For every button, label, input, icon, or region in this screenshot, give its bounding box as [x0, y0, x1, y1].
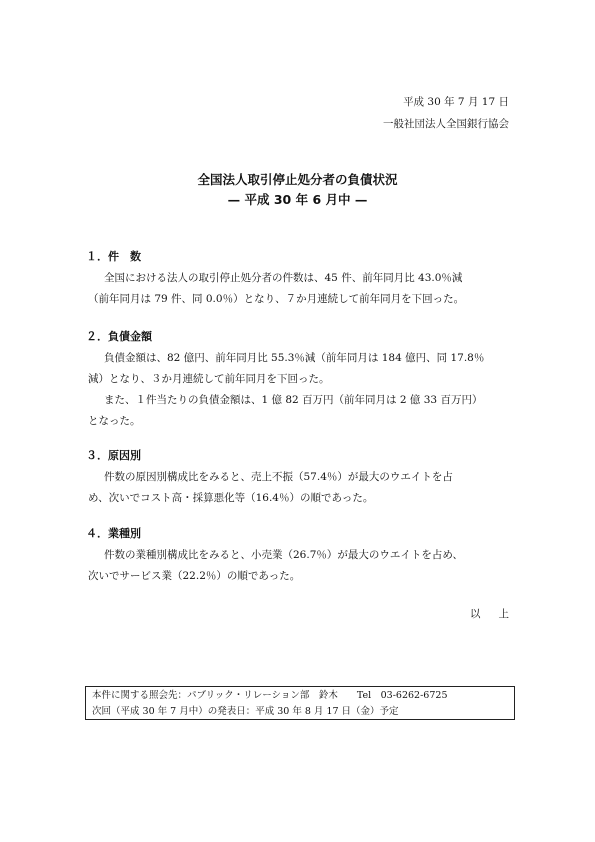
document-subtitle: — 平成 30 年 6 月中 —	[227, 192, 368, 207]
section-heading: ３．原因別	[86, 449, 141, 462]
paragraph-line: 件数の業種別構成比をみると、小売業（26.7％）が最大のウエイトを占め、	[104, 549, 463, 561]
section-by-cause	[86, 445, 516, 509]
section-debt-amount	[86, 326, 516, 432]
paragraph-line: 負債金額は、82 億円、前年同月比 55.3％減（前年同月は 184 億円、同 17.8％	[104, 352, 485, 364]
paragraph-line: となった。	[88, 415, 141, 427]
section-heading: １．件 数	[86, 250, 141, 263]
section-by-industry	[86, 523, 516, 587]
paragraph-line: また、１件当たりの負債金額は、1 億 82 百万円（前年同月は 2 億 33 百万円）	[104, 394, 483, 406]
paragraph-line: め、次いでコスト高・採算悪化等（16.4％）の順であった。	[88, 492, 374, 504]
closing-mark: 以上	[470, 608, 527, 620]
contact-line: 本件に関する照会先：パブリック・リレーション部 鈴木 Tel 03-6262-6725	[92, 690, 448, 701]
contact-info-box	[85, 686, 515, 720]
section-count	[86, 246, 516, 310]
document-title: 全国法人取引停止処分者の負債状況	[197, 172, 398, 187]
paragraph-line: 減）となり、３か月連続して前年同月を下回った。	[88, 373, 330, 385]
paragraph-line: 次いでサービス業（22.2％）の順であった。	[88, 570, 301, 582]
paragraph-line: （前年同月は 79 件、同 0.0％）となり、７か月連続して前年同月を下回った。	[88, 293, 465, 305]
paragraph-line: 全国における法人の取引停止処分者の件数は、45 件、前年同月比 43.0％減	[104, 272, 463, 284]
section-heading: ２．負債金額	[86, 330, 152, 343]
section-heading: ４．業種別	[86, 527, 141, 540]
next-release-line: 次回（平成 30 年 7 月中）の発表日：平成 30 年 8 月 17 日（金）予定	[92, 706, 399, 717]
paragraph-line: 件数の原因別構成比をみると、売上不振（57.4％）が最大のウエイトを占	[104, 471, 453, 483]
issuing-organization: 一般社団法人全国銀行協会	[383, 118, 509, 130]
document-date: 平成 30 年 7 月 17 日	[403, 96, 509, 108]
